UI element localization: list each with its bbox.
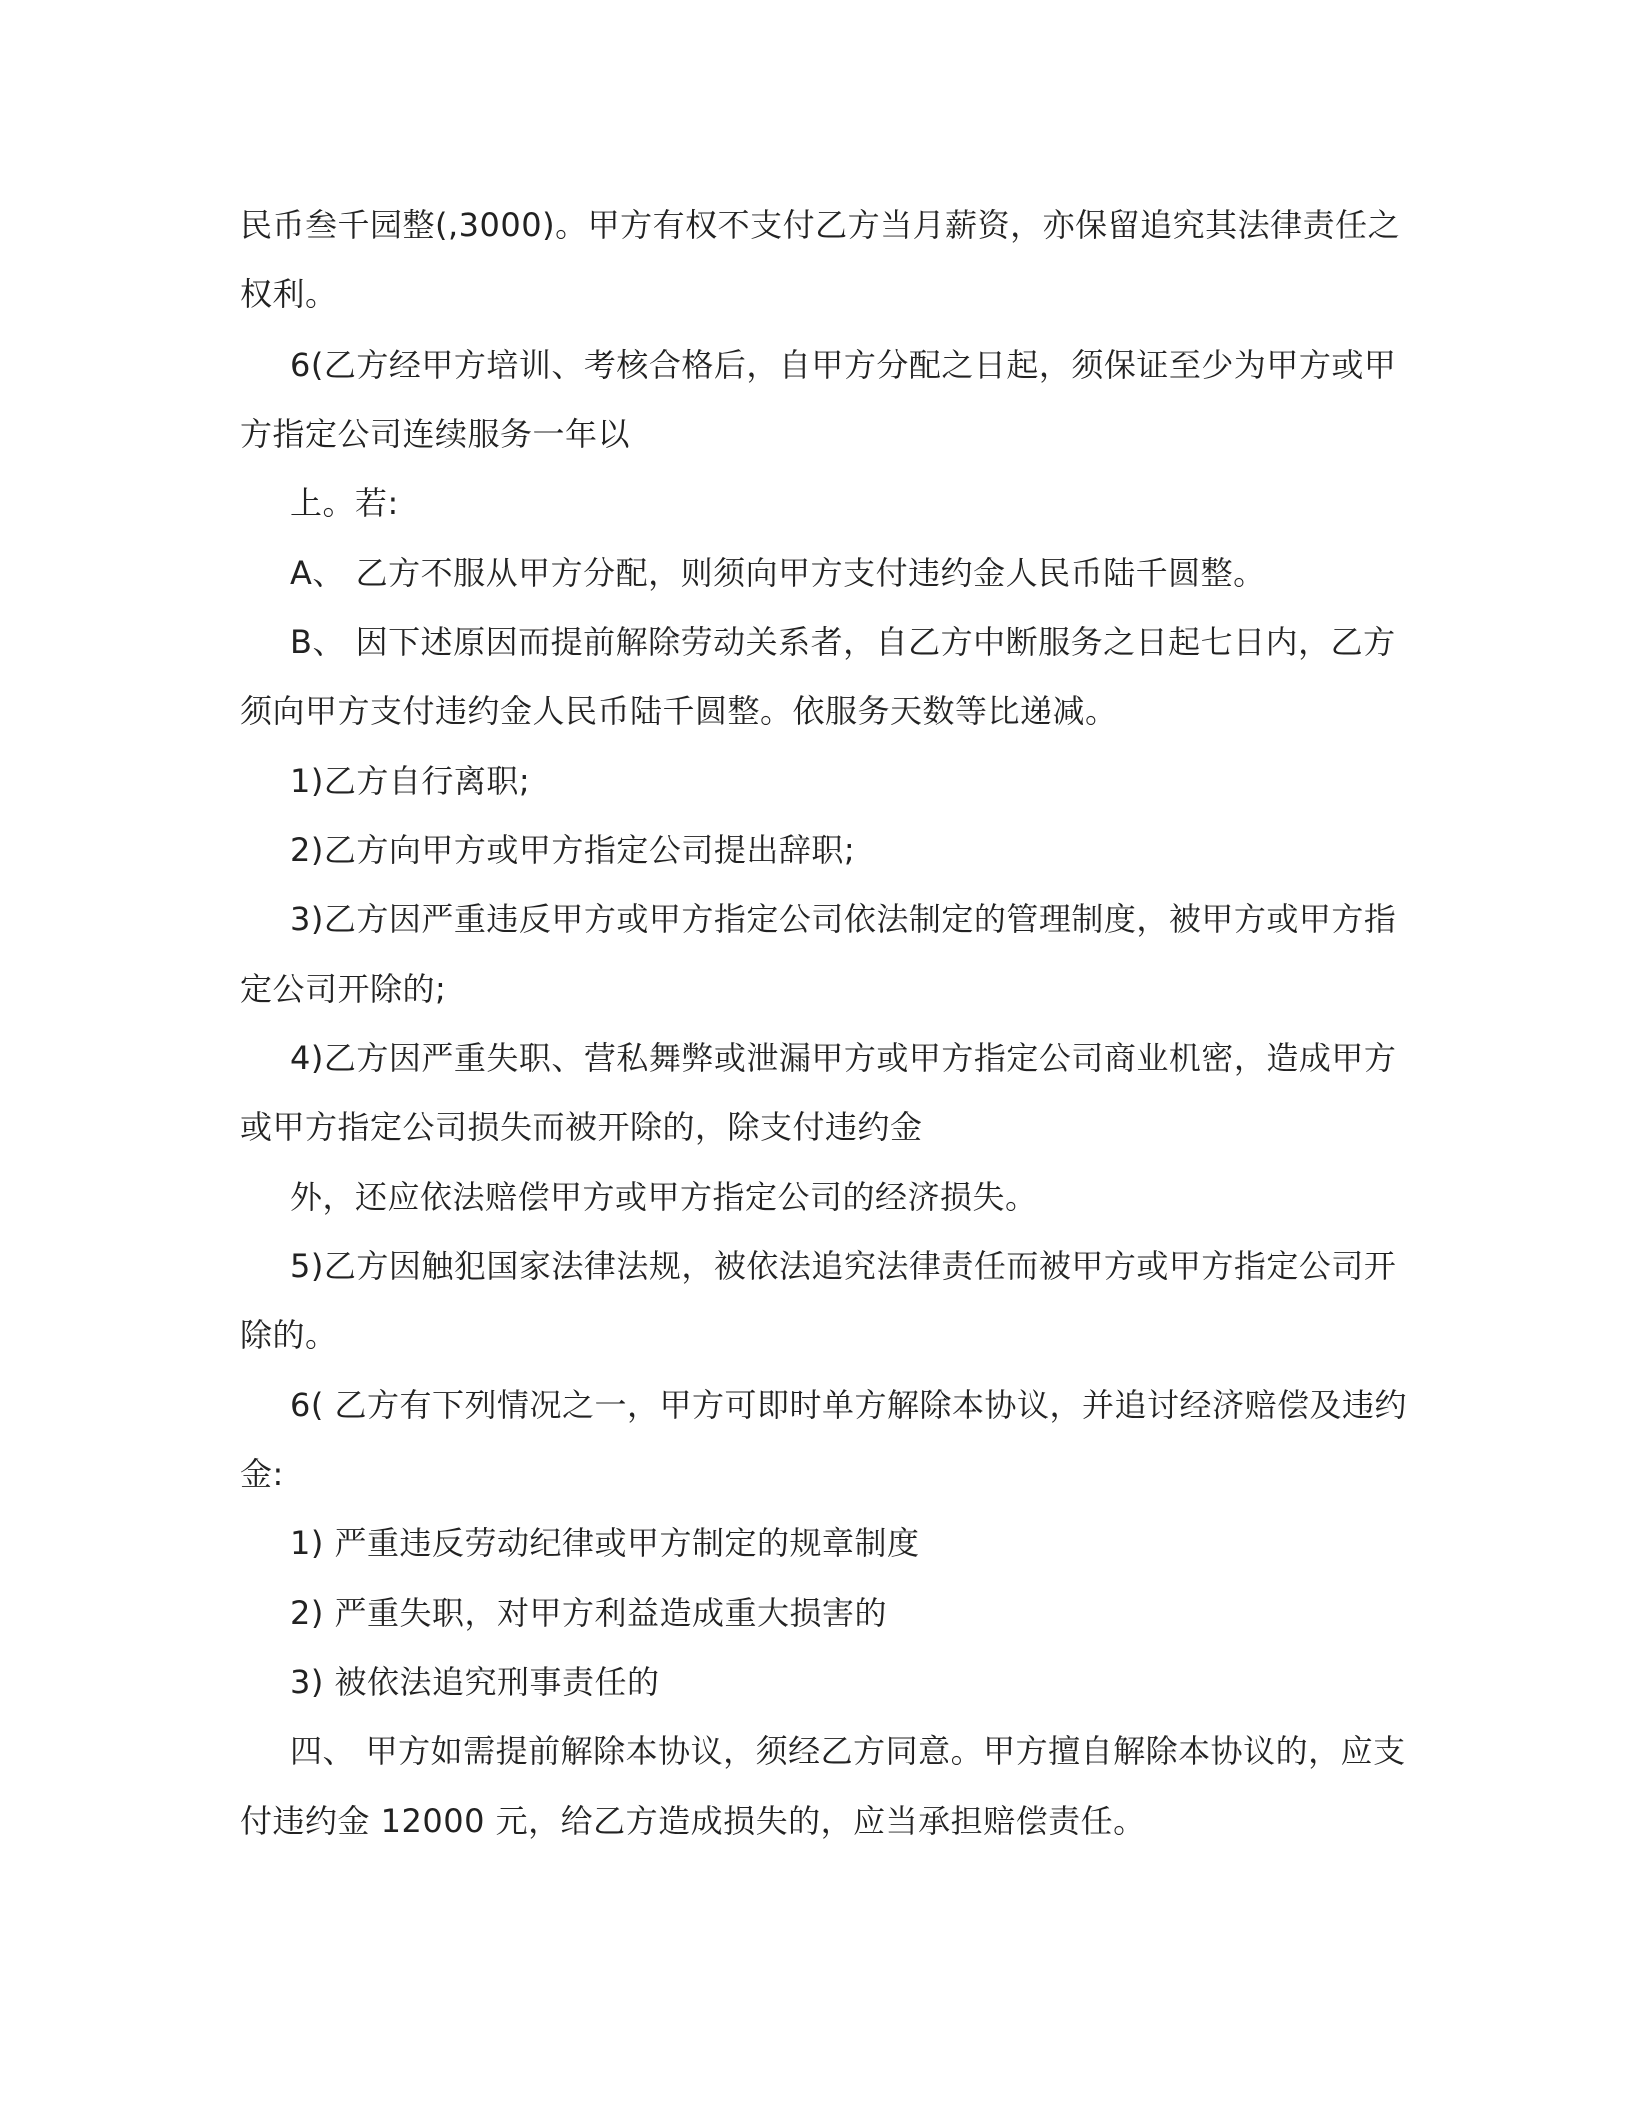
paragraph-line: B、 因下述原因而提前解除劳动关系者，自乙方中断服务之日起七日内，乙方 [290, 623, 1396, 661]
paragraph-line: 民币叁千园整(,3000)。甲方有权不支付乙方当月薪资，亦保留追究其法律责任之 [240, 206, 1401, 244]
paragraph-line: 定公司开除的; [240, 970, 447, 1008]
paragraph-line: 2) 严重失职，对甲方利益造成重大损害的 [290, 1594, 888, 1632]
paragraph-line: 1) 严重违反劳动纪律或甲方制定的规章制度 [290, 1524, 920, 1562]
paragraph-line: A、 乙方不服从甲方分配，则须向甲方支付违约金人民币陆千圆整。 [290, 554, 1266, 592]
paragraph-line: 3) 被依法追究刑事责任的 [290, 1663, 660, 1701]
paragraph-line: 付违约金 12000 元，给乙方造成损失的，应当承担赔偿责任。 [240, 1802, 1146, 1840]
paragraph-line: 方指定公司连续服务一年以 [240, 415, 631, 453]
paragraph-line: 须向甲方支付违约金人民币陆千圆整。依服务天数等比递减。 [240, 692, 1118, 730]
paragraph-line: 1)乙方自行离职; [290, 762, 531, 800]
paragraph-line: 或甲方指定公司损失而被开除的，除支付违约金 [240, 1108, 923, 1146]
paragraph-line: 外，还应依法赔偿甲方或甲方指定公司的经济损失。 [290, 1178, 1038, 1216]
paragraph-line: 四、 甲方如需提前解除本协议，须经乙方同意。甲方擅自解除本协议的，应支 [290, 1732, 1406, 1770]
paragraph-line: 上。若: [290, 484, 399, 522]
paragraph-line: 6(乙方经甲方培训、考核合格后，自甲方分配之日起，须保证至少为甲方或甲 [290, 346, 1397, 384]
paragraph-line: 4)乙方因严重失职、营私舞弊或泄漏甲方或甲方指定公司商业机密，造成甲方 [290, 1039, 1397, 1077]
paragraph-line: 金: [240, 1455, 284, 1493]
paragraph-line: 5)乙方因触犯国家法律法规，被依法追究法律责任而被甲方或甲方指定公司开 [290, 1247, 1397, 1285]
paragraph-line: 2)乙方向甲方或甲方指定公司提出辞职; [290, 831, 856, 869]
paragraph-line: 除的。 [240, 1316, 338, 1354]
paragraph-line: 权利。 [240, 275, 338, 313]
paragraph-line: 3)乙方因严重违反甲方或甲方指定公司依法制定的管理制度，被甲方或甲方指 [290, 900, 1397, 938]
paragraph-line: 6( 乙方有下列情况之一，甲方可即时单方解除本协议，并追讨经济赔偿及违约 [290, 1386, 1408, 1424]
